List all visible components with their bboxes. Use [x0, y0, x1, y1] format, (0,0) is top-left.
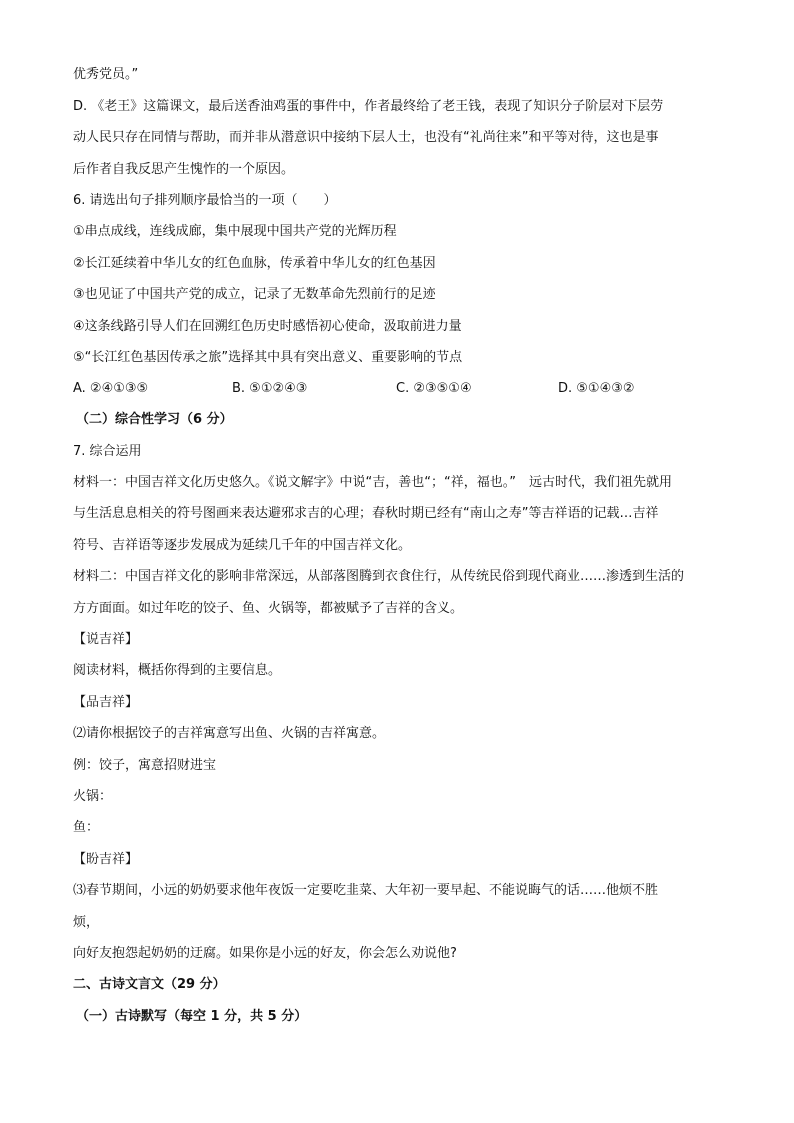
- subheading-pin: 【品吉祥】: [73, 695, 139, 710]
- text-line: 优秀党员。”: [73, 67, 139, 82]
- section-heading: （一）古诗默写（每空 1 分，共 5 分）: [76, 1009, 308, 1024]
- text-line: ⑶春节期间，小远的奶奶要求他年夜饭一定要吃韭菜、大年初一要早起、不能说晦气的话……他烦不胜: [73, 883, 659, 898]
- text-line: 向好友抱怨起奶奶的迂腐。如果你是小远的好友，你会怎么劝说他?: [73, 946, 457, 961]
- text-line: 符号、吉祥语等逐步发展成为延续几千年的中国吉祥文化。: [73, 538, 412, 553]
- text-line: 与生活息息相关的符号图画来表达避邪求吉的心理；春秋时期已经有“南山之寿”等吉祥语的记载…吉祥: [73, 506, 659, 521]
- text-line: 鱼：: [73, 820, 100, 835]
- text-line: 例：饺子，寓意招财进宝: [73, 758, 217, 773]
- material-2: 材料二：中国吉祥文化的影响非常深远，从部落图腾到衣食住行，从传统民俗到现代商业……渗透到生活的: [73, 569, 685, 584]
- text-line: 阅读材料，概括你得到的主要信息。: [73, 663, 282, 678]
- sentence-1: ①串点成线，连线成廊，集中展现中国共产党的光辉历程: [73, 224, 397, 239]
- option-b: B. ⑤①②④③: [232, 381, 308, 396]
- part-heading: 二、古诗文言文（29 分）: [73, 977, 226, 992]
- text-line: 方方面面。如过年吃的饺子、鱼、火锅等，都被赋予了吉祥的含义。: [73, 601, 464, 616]
- option-c: C. ②③⑤①④: [396, 381, 472, 396]
- sentence-4: ④这条线路引导人们在回溯红色历史时感悟初心使命，汲取前进力量: [73, 319, 462, 334]
- material-1: 材料一：中国吉祥文化历史悠久。《说文解字》中说“吉，善也“；“祥，福也。” 远古时代，我们祖先就用: [73, 475, 672, 490]
- option-d-explanation: D. 《老王》这篇课文，最后送香油鸡蛋的事件中，作者最终给了老王钱，表现了知识分子阶层对下层劳: [73, 99, 664, 114]
- text-line: 后作者自我反思产生愧怍的一个原因。: [73, 162, 295, 177]
- text-line: 动人民只存在同情与帮助，而并非从潜意识中接纳下层人士，也没有“礼尚往来”和平等对待，这也是事: [73, 130, 659, 145]
- text-line: 火锅：: [73, 789, 113, 804]
- sentence-3: ③也见证了中国共产党的成立，记录了无数革命先烈前行的足迹: [73, 287, 436, 302]
- text-line: ⑵请你根据饺子的吉祥寓意写出鱼、火锅的吉祥寓意。: [73, 726, 386, 741]
- question-7: 7. 综合运用: [73, 444, 142, 459]
- text-line: 烦，: [73, 915, 100, 930]
- subheading-shuo: 【说吉祥】: [73, 632, 139, 647]
- section-heading: （二）综合性学习（6 分）: [76, 412, 233, 427]
- question-6: 6. 请选出句子排列顺序最恰当的一项（ ）: [73, 193, 337, 208]
- sentence-5: ⑤“长江红色基因传承之旅”选择其中具有突出意义、重要影响的节点: [73, 350, 463, 365]
- option-a: A. ②④①③⑤: [73, 381, 149, 396]
- subheading-pan: 【盼吉祥】: [73, 852, 139, 867]
- sentence-2: ②长江延续着中华儿女的红色血脉，传承着中华儿女的红色基因: [73, 256, 436, 271]
- option-d: D. ⑤①④③②: [558, 381, 635, 396]
